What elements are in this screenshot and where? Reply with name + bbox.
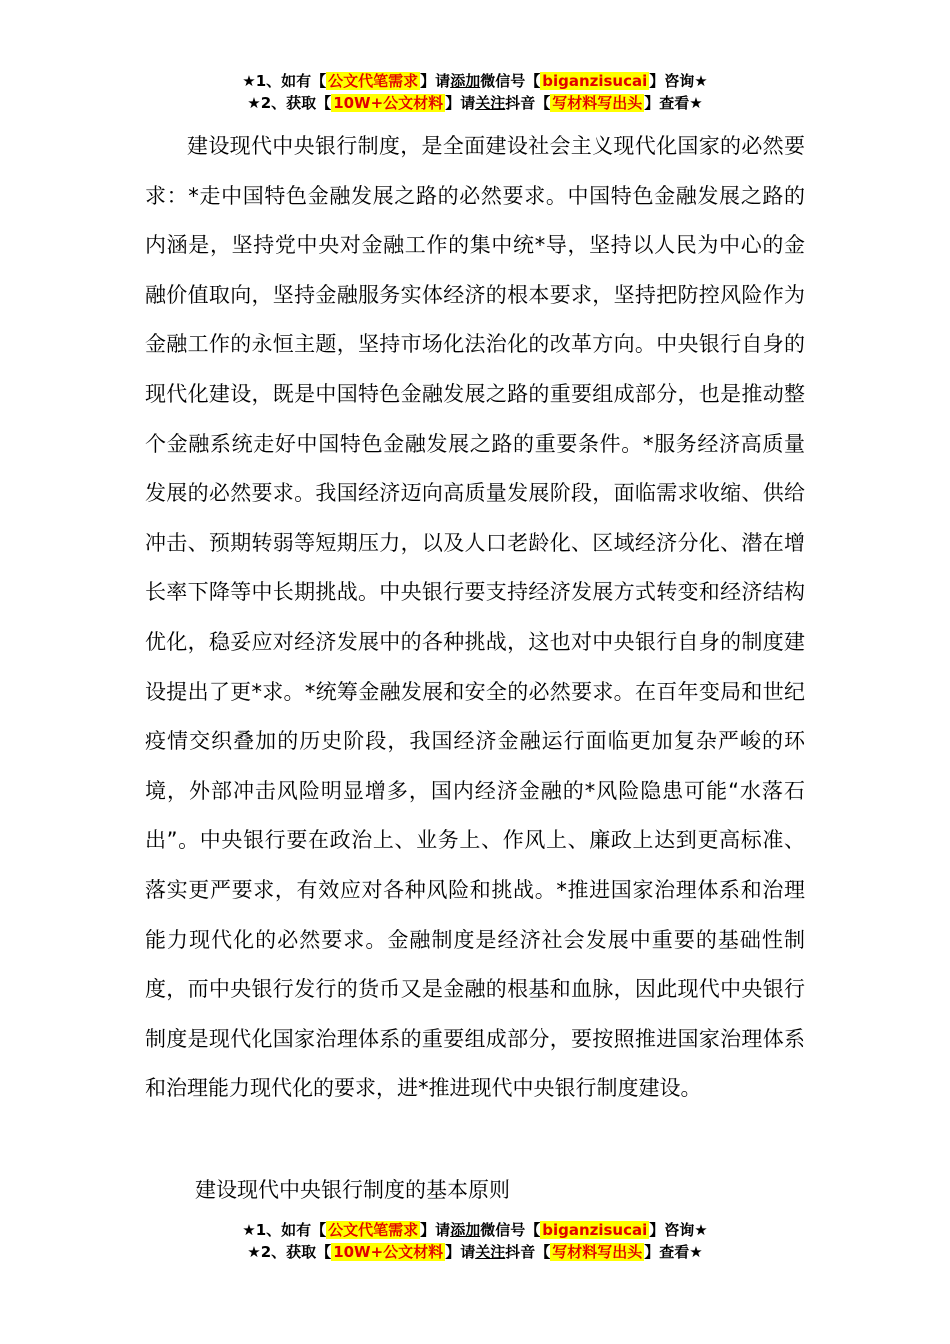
promo-line-1: ★1、如有【 公文代笔需求 】请添加微信号【 biganzisucai 】咨询★ (242, 72, 708, 90)
body-paragraph: 建设现代中央银行制度，是全面建设社会主义现代化国家的必然要求：*走中国特色金融发展之路的必然要求。中国特色金融发展之路的内涵是，坚持党中央对金融工作的集中统*导，坚持以人民为中心的金融价值取向，坚持金融服务实体经济的根本要求，坚持把防控风险作为金融工作的永恒主题，坚持市场化法治化的改革方向。中央银行自身的现代化建设，既是中国特色金融发展之路的重要组成部分，也是推动整个金融系统走好中国特色金融发展之路的重要条件。*服务经济高质量发展的必然要求。我国经济迈向高质量发展阶段，面临需求收缩、供给冲击、预期转弱等短期压力，以及人口老龄化、区域经济分化、潜在增长率下降等中长期挑战。中央银行要支持经济发展方式转变和经济结构优化，稳妥应对经济发展中的各种挑战，这也对中央银行自身的制度建设提出了更*求。*统筹金融发展和安全的必然要求。在百年变局和世纪疫情交织叠加的历史阶段，我国经济金融运行面临更加复杂严峻的环境，外部冲击风险明显增多，国内经济金融的*风险隐患可能“水落石出”。中央银行要在政治上、业务上、作风上、廉政上达到更高标准、落实更严要求，有效应对各种风险和挑战。*推进国家治理体系和治理能力现代化的必然要求。金融制度是经济社会发展中重要的基础性制度，而中央银行发行的货币又是金融的根基和血脉，因此现代中央银行制度是现代化国家治理体系的重要组成部分，要按照推进国家治理体系和治理能力现代化的要求，进*推进现代中央银行制度建设。 (145, 134, 805, 1101)
section-heading: 建设现代中央银行制度的基本原则 (195, 1178, 510, 1202)
promo-banner-bottom (0, 1219, 950, 1263)
highlight-materials: 10W+公文材料 (333, 1243, 444, 1261)
highlight-service: 公文代笔需求 (328, 72, 419, 90)
highlight-douyin-account: 写材料写出头 (552, 94, 643, 112)
promo-banner-top (0, 70, 950, 114)
promo-line-1: ★1、如有【 公文代笔需求 】请添加微信号【 biganzisucai 】咨询★ (242, 1221, 708, 1239)
document-body (145, 122, 805, 1114)
highlight-wechat-id: biganzisucai (542, 72, 648, 90)
highlight-douyin-account: 写材料写出头 (552, 1243, 643, 1261)
promo-line-2: ★2、获取【 10W+公文材料 】请关注抖音【 写材料写出头 】查看★ (247, 94, 703, 112)
highlight-service: 公文代笔需求 (328, 1221, 419, 1239)
highlight-wechat-id: biganzisucai (542, 1221, 648, 1239)
highlight-materials: 10W+公文材料 (333, 94, 444, 112)
promo-line-2: ★2、获取【 10W+公文材料 】请关注抖音【 写材料写出头 】查看★ (247, 1243, 703, 1261)
